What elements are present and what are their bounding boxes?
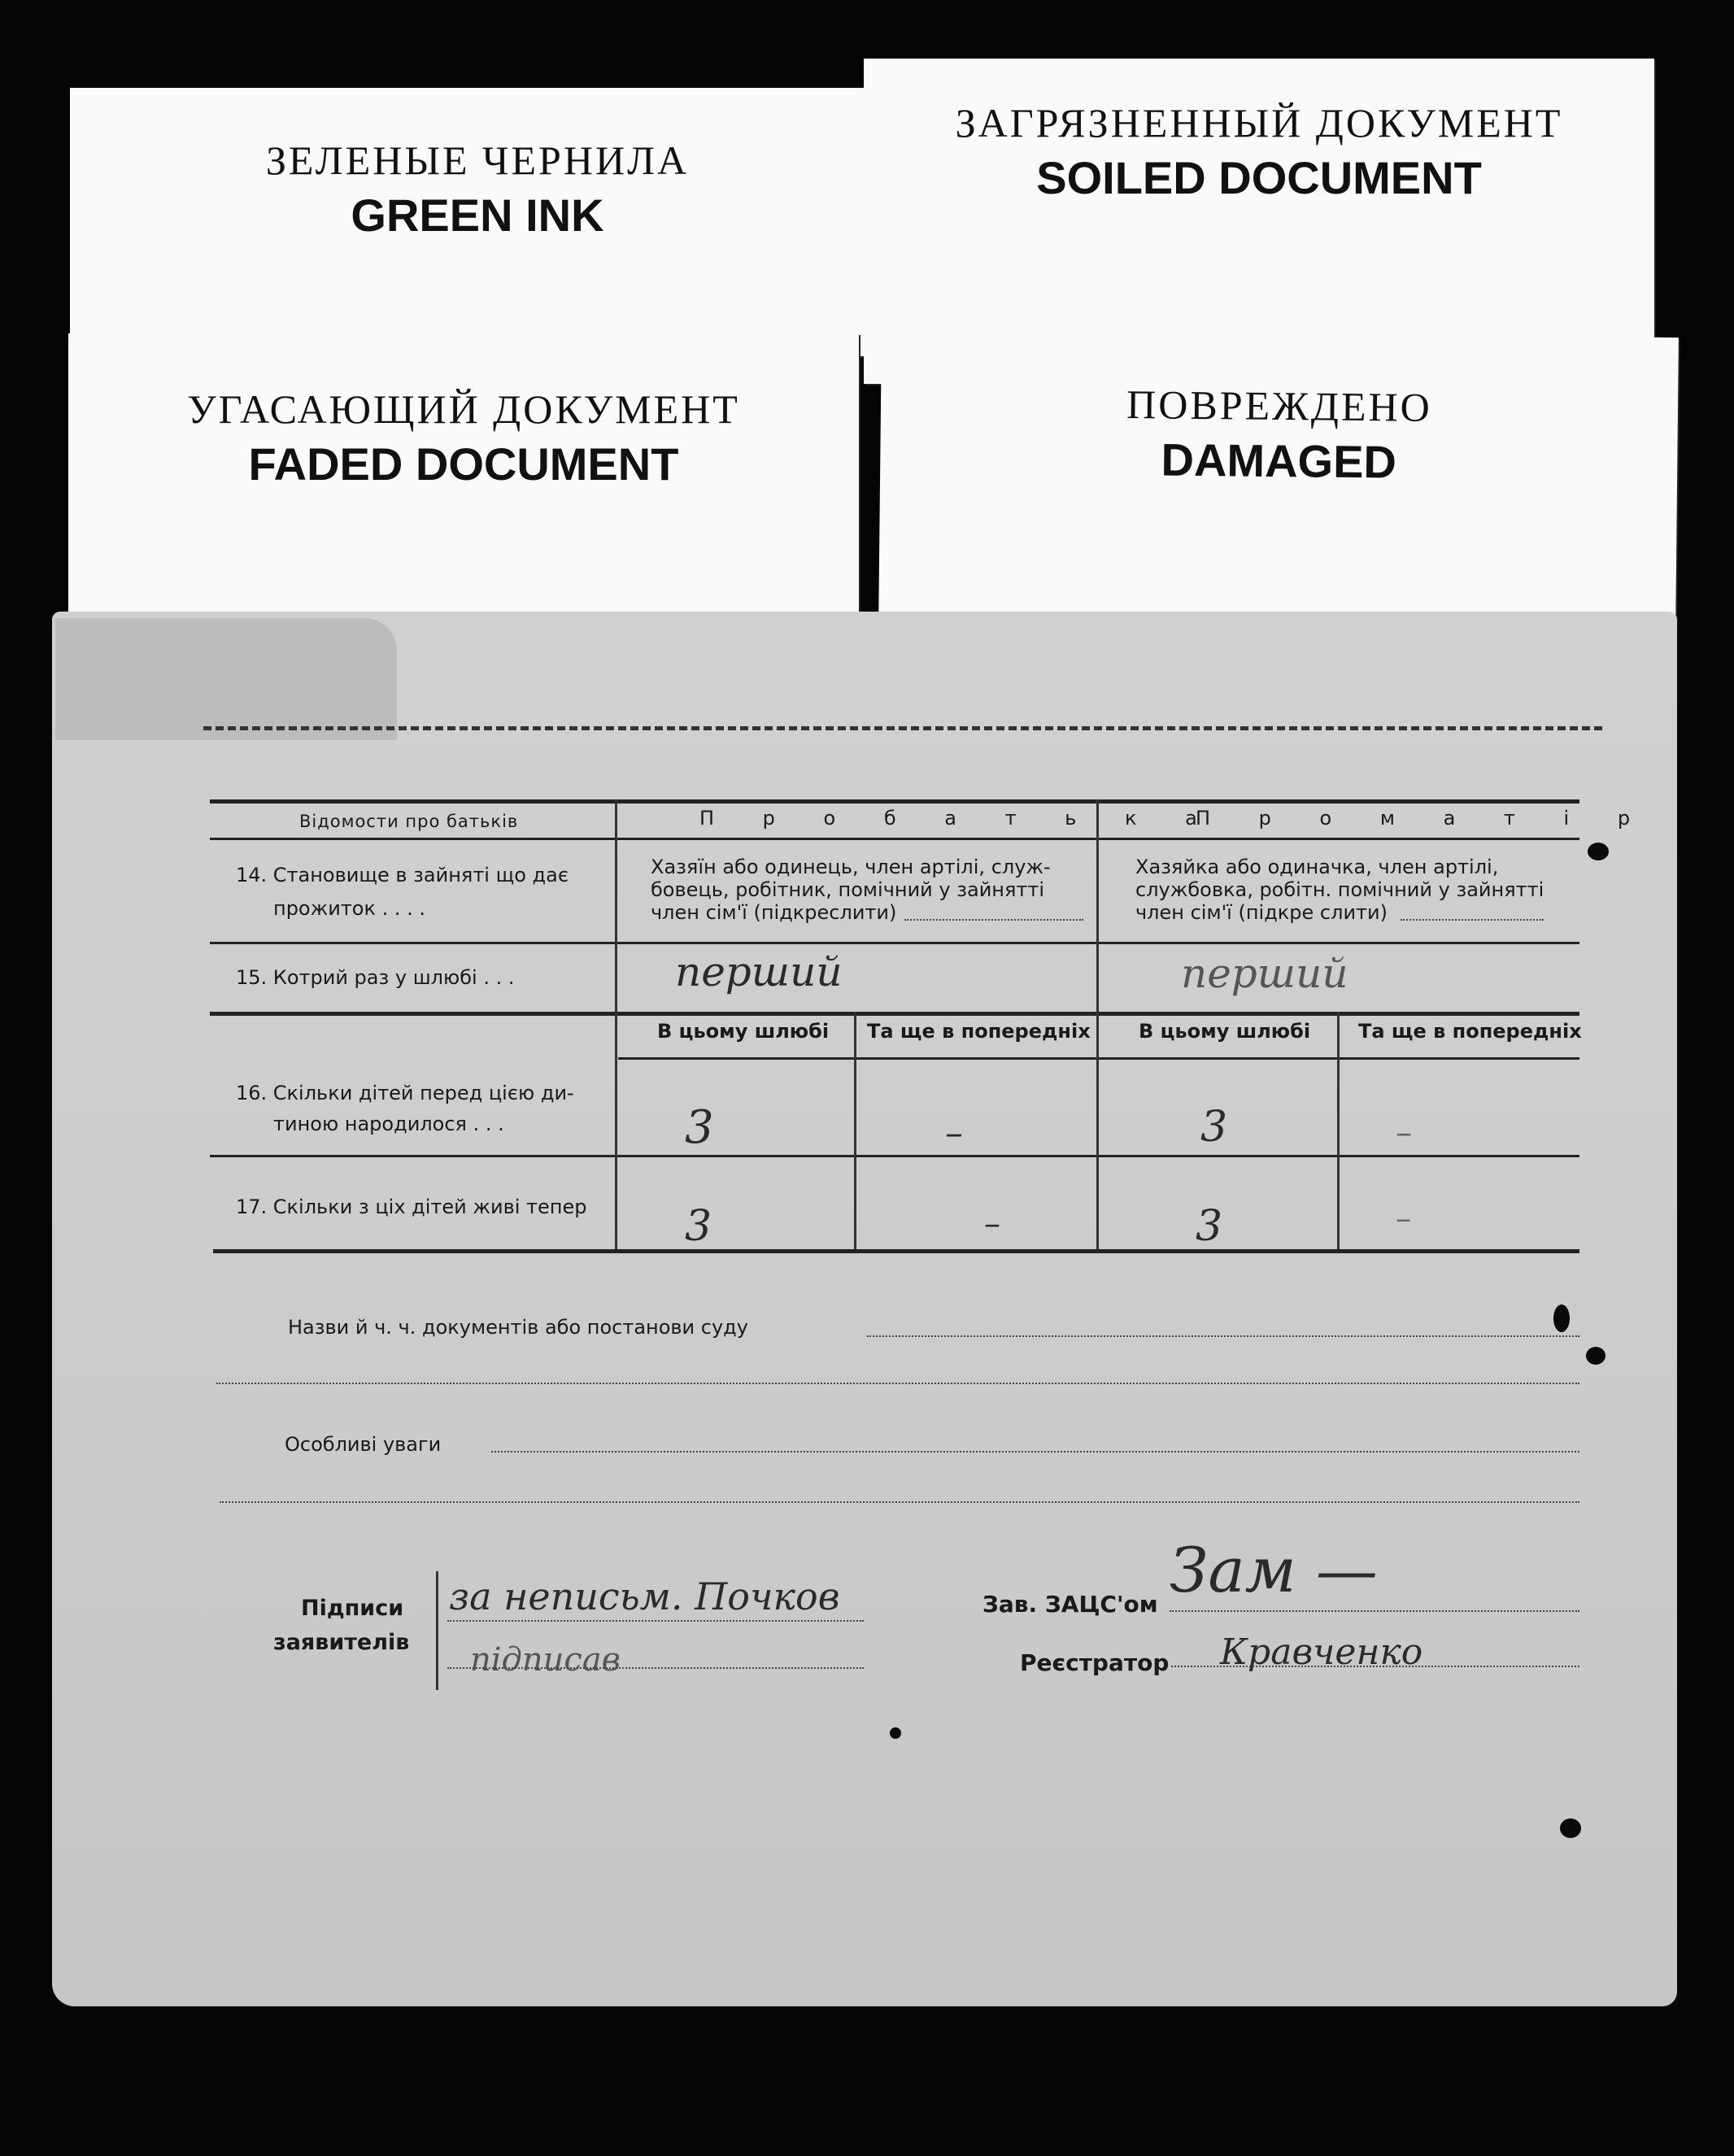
row17-father-prev: – <box>984 1205 1000 1243</box>
subheader-mother-this: В цьому шлюбі <box>1139 1020 1311 1043</box>
row14-mother-dots <box>1401 919 1544 921</box>
green-ink-en: GREEN INK <box>351 189 604 241</box>
notes-dots-line1 <box>491 1451 1579 1453</box>
faded-document-ru: УГАСАЮЩИЙ ДОКУМЕНТ <box>187 386 740 432</box>
row14-mother-line3: член сім'ї (підкре слити) <box>1135 901 1388 924</box>
signatures-label-line2: заявителів <box>273 1630 410 1655</box>
notes-dots-line2 <box>220 1501 1579 1503</box>
torn-paper-flap <box>55 618 397 740</box>
header-about-mother: П р о м а т і р <box>1196 807 1652 830</box>
row15-label: 15. Котрий раз у шлюбі . . . <box>236 966 515 989</box>
col-divider-1 <box>615 799 617 1249</box>
green-ink-card <box>70 88 885 356</box>
applicant-signature-1: за неписьм. Почков <box>449 1575 840 1618</box>
row14-father-dots <box>904 919 1083 921</box>
signatures-bracket <box>436 1571 438 1690</box>
row17-label: 17. Скільки з ціх дітей живі тепер <box>236 1196 587 1218</box>
subheader-mother-prev: Та ще в попередніх <box>1358 1020 1582 1043</box>
registrar-signature: Кравченко <box>1220 1631 1423 1673</box>
col-divider-2 <box>1096 799 1099 1249</box>
head-of-registry-signature: Зам — <box>1170 1534 1378 1606</box>
row16-mother-prev: – <box>1396 1114 1412 1152</box>
header-parents-info: Відомости про батьків <box>299 812 519 831</box>
row16-father-prev: – <box>945 1113 963 1154</box>
row16-father-this: 3 <box>685 1101 714 1154</box>
head-signature-line <box>1170 1610 1579 1612</box>
row17-mother-this: 3 <box>1196 1202 1223 1251</box>
faded-document-card <box>68 333 859 642</box>
perforation-line <box>203 726 1602 730</box>
row15-father-handwritten: перший <box>675 948 843 995</box>
row14-mother-line2: службовка, робітн. помічний у зайнятті <box>1135 878 1544 901</box>
table-top-rule <box>210 799 1579 804</box>
subheader-father-this: В цьому шлюбі <box>657 1020 830 1043</box>
soiled-document-ru: ЗАГРЯЗНЕННЫЙ ДОКУМЕНТ <box>955 100 1563 146</box>
ink-blot <box>1560 1818 1581 1838</box>
damaged-ru: ПОВРЕЖДЕНО <box>1126 381 1433 430</box>
notes-label: Особливі уваги <box>285 1433 442 1456</box>
faded-document-en: FADED DOCUMENT <box>248 438 679 490</box>
green-ink-ru: ЗЕЛЕНЫЕ ЧЕРНИЛА <box>265 137 690 183</box>
row14-label-line1: 14. Становище в зайняті що дає <box>236 864 569 886</box>
row16-label-line1: 16. Скільки дітей перед цією ди- <box>236 1082 574 1104</box>
signature-2-line <box>447 1667 864 1669</box>
registrar-label: Реєстратор <box>1020 1649 1170 1676</box>
row14-father-line2: бовець, робітник, помічний у зайнятті <box>651 878 1045 901</box>
ink-dot <box>890 1727 901 1739</box>
ink-blot <box>1553 1304 1570 1332</box>
ink-blot <box>1586 1347 1605 1365</box>
soiled-document-en: SOILED DOCUMENT <box>1036 152 1482 203</box>
signature-1-line <box>447 1620 864 1622</box>
row14-rule <box>210 942 1579 944</box>
row14-label-line2: прожиток . . . . <box>273 897 426 920</box>
col-divider-father-sub <box>854 1012 856 1249</box>
ink-blot <box>1588 843 1609 860</box>
row17-father-this: 3 <box>685 1202 712 1251</box>
col-divider-mother-sub <box>1337 1012 1340 1249</box>
row16-rule <box>210 1155 1579 1157</box>
subheader-rule <box>618 1057 1579 1060</box>
subheader-father-prev: Та ще в попередніх <box>867 1020 1091 1043</box>
row15-mother-handwritten: перший <box>1181 950 1348 997</box>
row14-father-line3: член сім'ї (підкреслити) <box>651 901 897 924</box>
signatures-label-line1: Підписи <box>301 1596 404 1621</box>
damaged-card <box>878 329 1679 638</box>
header-about-father: П р о б а т ь к а <box>699 807 1218 830</box>
documents-dots-line1 <box>867 1335 1579 1337</box>
registrar-signature-line <box>1171 1666 1579 1667</box>
head-of-registry-label: Зав. ЗАЦС'ом <box>982 1591 1158 1618</box>
damaged-en: DAMAGED <box>1161 433 1397 488</box>
row14-mother-line1: Хазяйка або одиначка, член артілі, <box>1135 856 1499 878</box>
documents-dots-line2 <box>216 1383 1579 1384</box>
row15-rule <box>210 1012 1579 1016</box>
row16-label-line2: тиною народилося . . . <box>273 1113 504 1135</box>
row16-mother-this: 3 <box>1200 1103 1228 1152</box>
row14-father-line1: Хазяїн або одинець, член артілі, служ- <box>651 856 1051 878</box>
documents-label: Назви й ч. ч. документів або постанови суду <box>288 1316 748 1339</box>
table-header-rule <box>210 838 1579 840</box>
applicant-signature-2: підписав <box>470 1641 621 1679</box>
row17-mother-prev: – <box>1396 1200 1411 1236</box>
table-bottom-rule <box>213 1249 1579 1253</box>
